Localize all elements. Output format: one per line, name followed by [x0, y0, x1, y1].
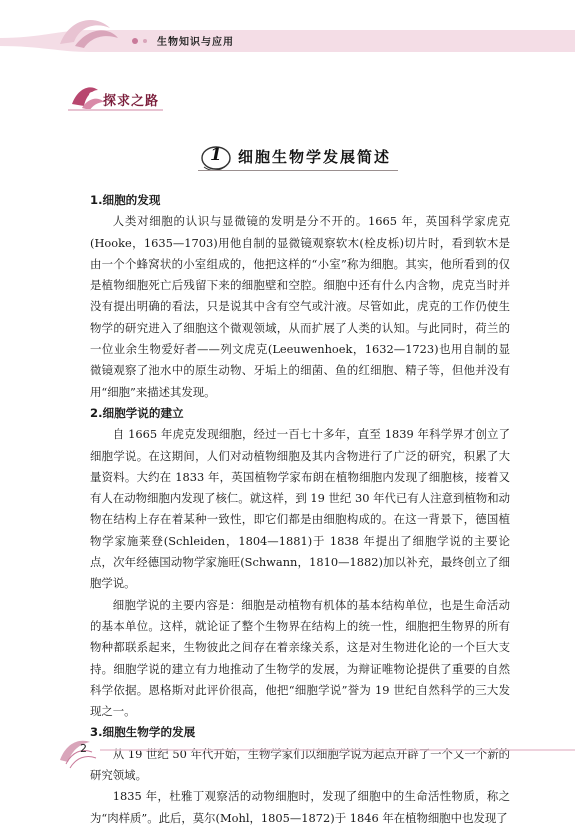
section-heading: 3.细胞生物学的发展: [90, 725, 196, 740]
header-dot: [132, 38, 138, 44]
section-cell-theory: [90, 403, 510, 722]
paragraph: 从 19 世纪 50 年代开始，生物学家们以细胞学说为起点开辟了一个又一个新的研究领域。: [90, 746, 510, 783]
paragraph: 1835 年，杜雅丁观察活的动物细胞时，发现了细胞中的生命活性物质，称之为“肉样质”。此后，莫尔(Mohl，1805—1872)于 1846 年在植物细胞中也发现了: [90, 789, 510, 825]
header-ornament: [0, 0, 575, 60]
page-number: 2: [80, 742, 87, 755]
page-footer: [0, 730, 575, 781]
page-header: [0, 0, 575, 60]
running-header-title: 生物知识与应用: [157, 37, 234, 48]
section-heading: 2.细胞学说的建立: [90, 405, 184, 420]
section-heading: 1.细胞的发现: [90, 193, 161, 207]
chapter-title: 细胞生物学发展简述: [238, 148, 392, 166]
paragraph: 自 1665 年虎克发现细胞，经过一百七十多年，直至 1839 年科学界才创立了细胞学说。在这期间，人们对动植物细胞及其内含物进行了广泛的研究，积累了大量资料。大约在 1833 年，英国植物学家布朗在植物细胞内发现了细胞核，接着又有人在动物细胞内发现了核仁。就这样，到 19 世纪 30 年代已有人注意到植物和动物在结构上存在着某种一致性，即它们都是由细胞构成的。在这一背景下，德国植物学家施莱登(Schleiden，1804—1881)于 1838 年提出了细胞学说的主要论点，次年经德国动物学家施旺(Schwann，1810—1882)加以补充，最终创立了细胞学说。: [90, 427, 510, 591]
header-dot-2: [143, 39, 147, 43]
footer-ornament: [0, 730, 575, 781]
chapter-title-underline: [198, 170, 398, 171]
section-banner-label: 探求之路: [103, 94, 160, 109]
paragraph: 人类对细胞的认识与显微镜的发明是分不开的。1665 年，英国科学家虎克(Hooke，1635—1703)用他自制的显微镜观察软木(栓皮栎)切片时，看到软木是由一个个蜂窝状的小室组成的，他把这样的“小室”称为细胞。其实，他所看到的仅是植物细胞死亡后残留下来的细胞壁和空腔。细胞中还有什么内含物，虎克当时并没有提出明确的看法，只是说其中含有空气或汁液。尽管如此，虎克的工作仍使生物学的研究进入了细胞这个微观领域，从而扩展了人类的认知。与此同时，荷兰的一位业余生物爱好者——列文虎克(Leeuwenhoek，1632—1723)也用自制的显微镜观察了池水中的原生动物、牙垢上的细菌、鱼的红细胞、精子等，但他并没有用“细胞”来描述其发现。: [90, 214, 510, 399]
chapter-number: 1: [210, 145, 222, 165]
section-cell-discovery: [90, 190, 510, 403]
paragraph: 细胞学说的主要内容是：细胞是动植物有机体的基本结构单位，也是生命活动的基本单位。这样，就论证了整个生物界在结构上的统一性，细胞把生物界的所有物种都联系起来，生物彼此之间存在着亲缘关系，这是对生物进化论的一个巨大支持。细胞学说的建立有力地推动了生物学的发展，为辩证唯物论提供了重要的自然科学依据。恩格斯对此评价很高，他把“细胞学说”誉为 19 世纪自然科学的三大发现之一。: [90, 597, 510, 719]
